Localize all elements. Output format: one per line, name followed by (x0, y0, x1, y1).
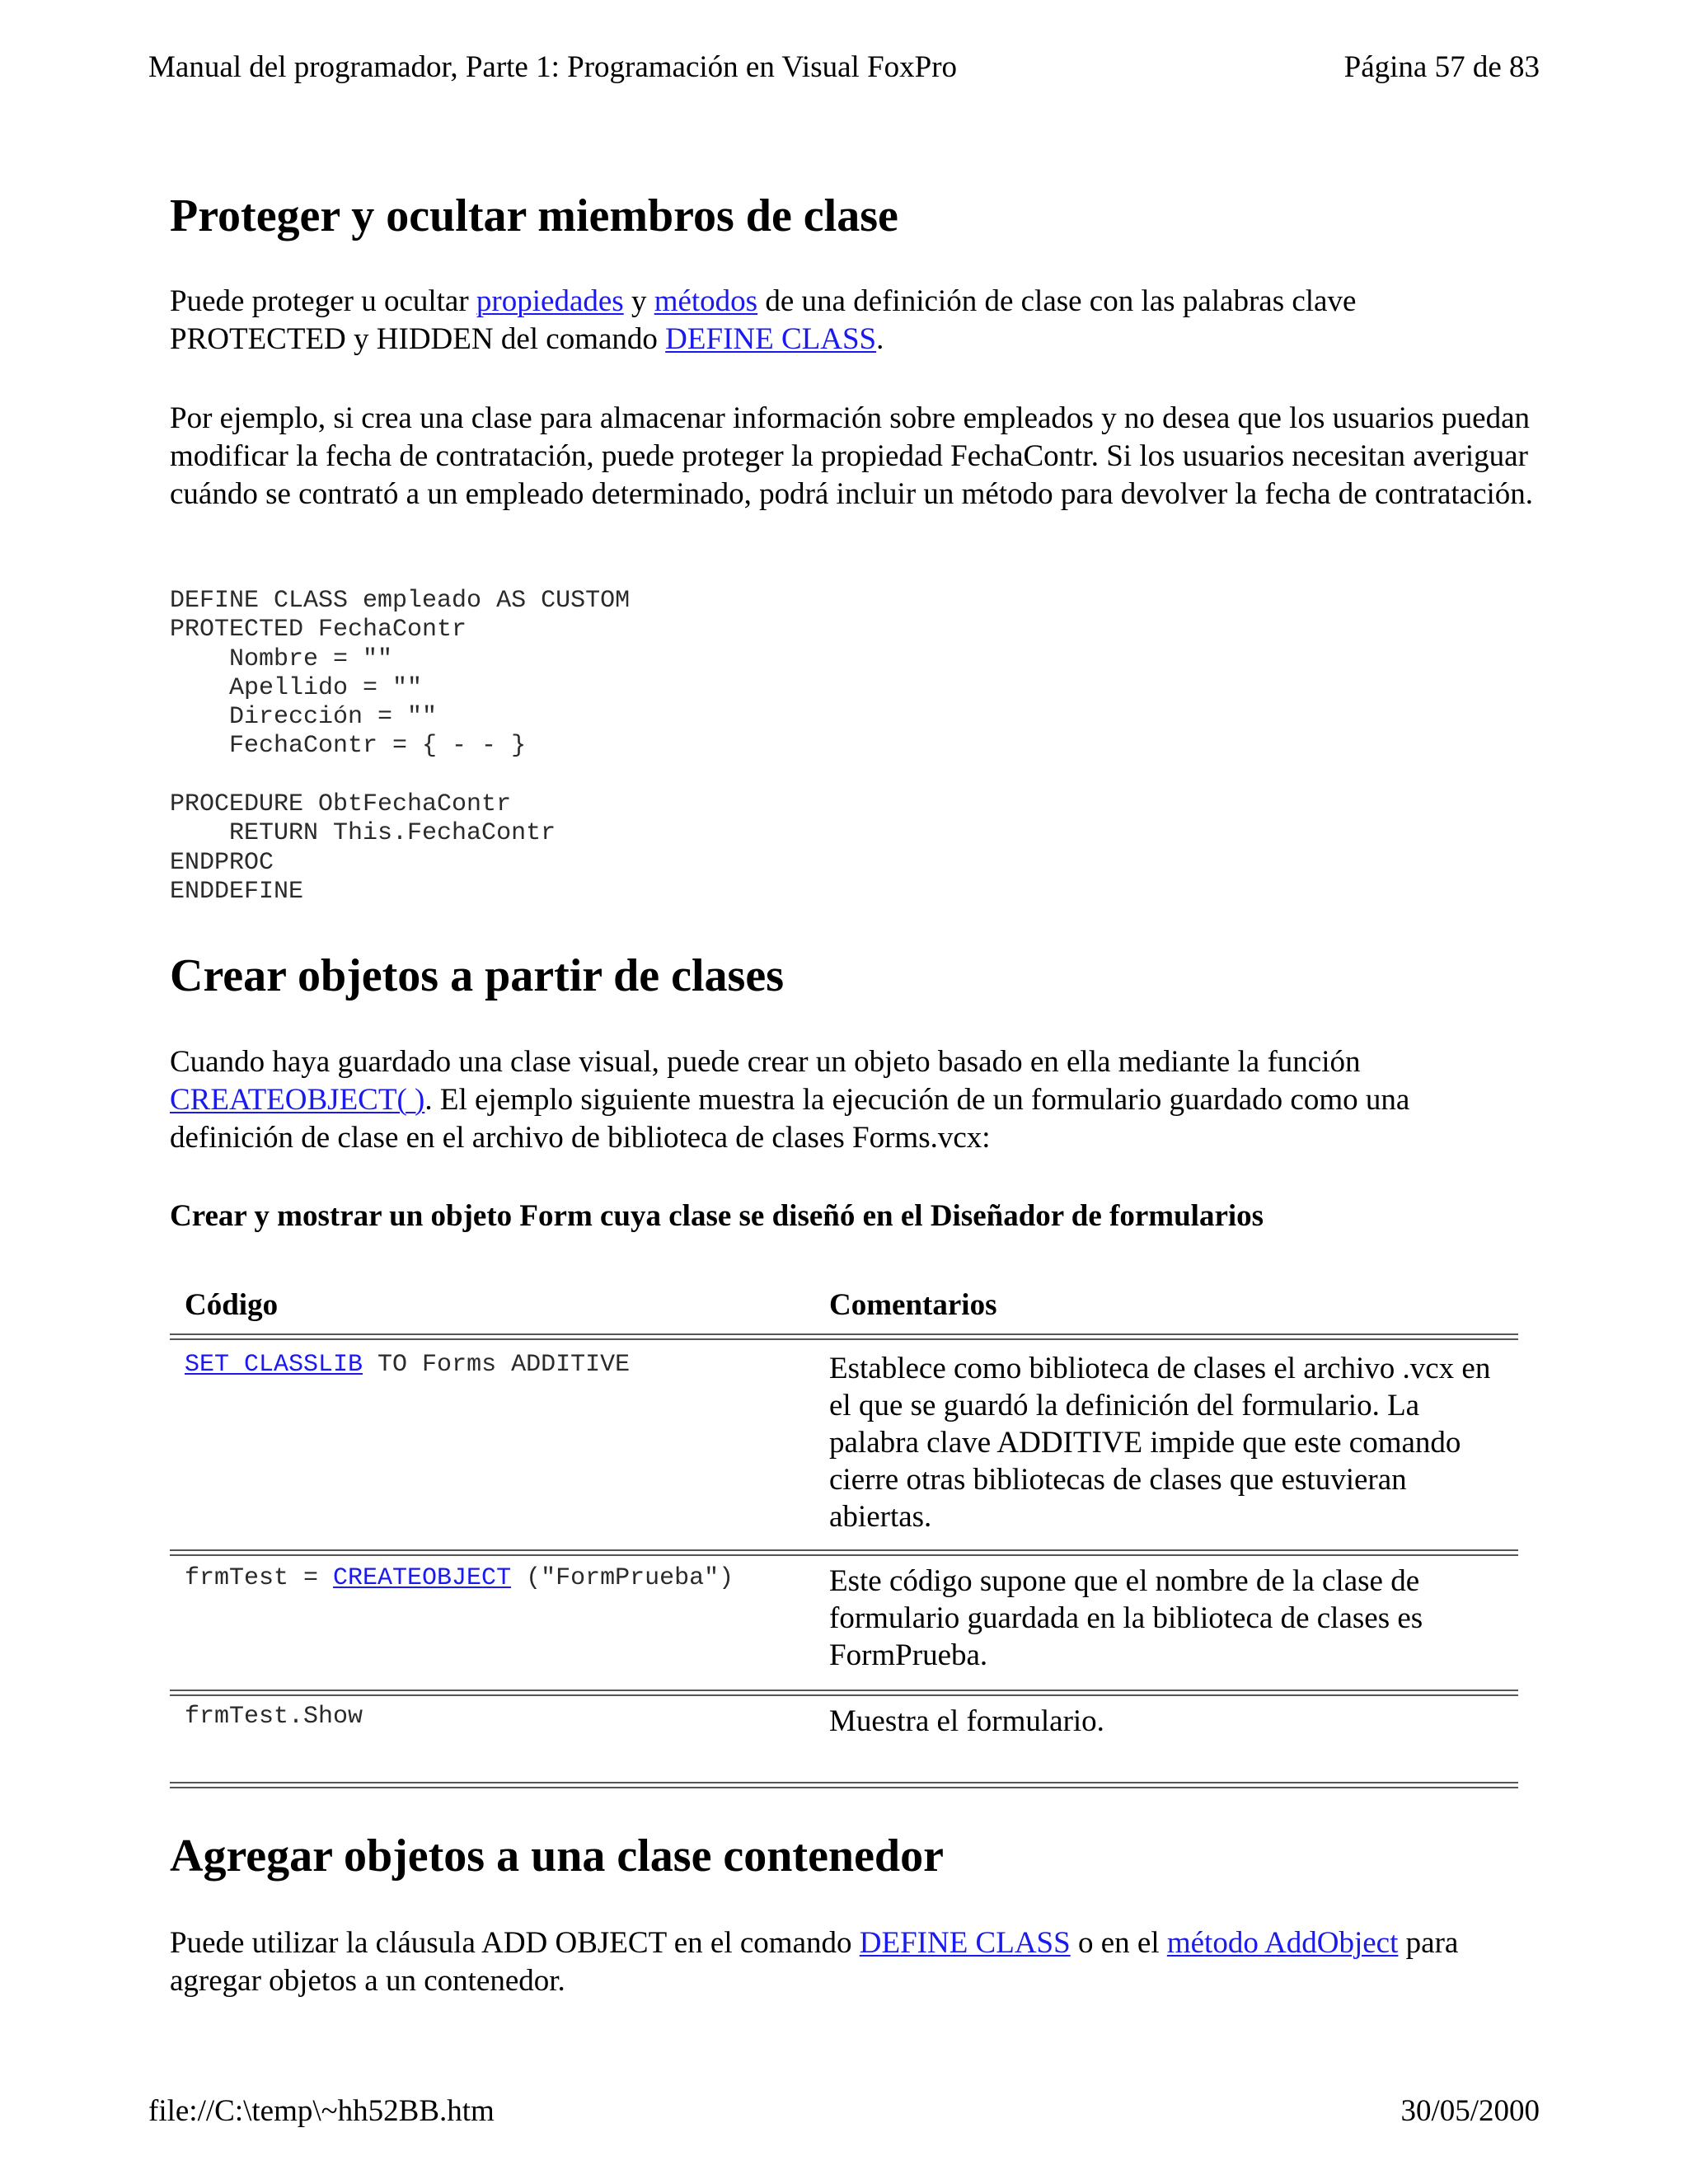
footer-date: 30/05/2000 (1400, 2094, 1540, 2128)
paragraph-proteger-ejemplo (170, 400, 1538, 513)
table-bottom-rule (170, 1782, 1518, 1788)
link-createobject-table[interactable]: CREATEOBJECT (333, 1564, 512, 1592)
text: para agregar objetos a un contenedor. (170, 1926, 1459, 1998)
column-header-comentarios: Comentarios (829, 1288, 997, 1322)
code-text: ("FormPrueba") (511, 1564, 734, 1592)
section-heading-proteger: Proteger y ocultar miembros de clase (170, 190, 898, 241)
table-row-comment: Establece como biblioteca de clases el archivo .vcx en el que se guardó la definición del formulario. La palabra clave ADDITIVE impide que este comando cierre otras bibliotecas de clases que estuvieran abiertas. (829, 1352, 1491, 1534)
column-header-codigo: Código (185, 1288, 279, 1322)
table-row-code: frmTest.Show (185, 1703, 363, 1731)
section-heading-crear-objetos: Crear objetos a partir de clases (170, 950, 784, 1001)
running-header-title: Manual del programador, Parte 1: Programación en Visual FoxPro (148, 50, 958, 84)
procedure-subheading: Crear y mostrar un objeto Form cuya clase se diseñó en el Diseñador de formularios (170, 1199, 1264, 1233)
table-row-comment: Este código supone que el nombre de la clase de formulario guardada en la biblioteca de clases es FormPrueba. (829, 1564, 1423, 1672)
text: de una definición de clase con las palabras clave PROTECTED y HIDDEN del comando (170, 284, 1357, 356)
paragraph-text: Por ejemplo, si crea una clase para almacenar información sobre empleados y no desea que los usuarios puedan modificar la fecha de contratación, puede proteger la propiedad FechaContr. Si los usuarios necesitan averiguar cuándo se contrató a un empleado determinado, podrá incluir un método para devolver la fecha de contratación. (170, 401, 1534, 511)
text: Puede utilizar la cláusula ADD OBJECT en el comando (170, 1926, 860, 1960)
link-propiedades[interactable]: propiedades (476, 284, 624, 318)
text: y (623, 284, 654, 318)
text: o en el (1070, 1926, 1167, 1960)
table-row-code (185, 1562, 734, 1595)
link-define-class[interactable]: DEFINE CLASS (665, 322, 877, 356)
footer-file-path: file://C:\temp\~hh52BB.htm (148, 2094, 495, 2128)
paragraph-agregar-intro (170, 1924, 1538, 2000)
text: . El ejemplo siguiente muestra la ejecución de un formulario guardado como una definición de clase en el archivo de biblioteca de clases Forms.vcx: (170, 1083, 1410, 1155)
link-metodos[interactable]: métodos (654, 284, 758, 318)
code-block-define-class: DEFINE CLASS empleado AS CUSTOM PROTECTED FechaContr Nombre = "" Apellido = "" Dirección = "" FechaContr = { - - } PROCEDURE ObtFechaContr RETURN This.FechaContr ENDPROC ENDDEFINE (170, 587, 631, 906)
code-comments-table (170, 1287, 1518, 1793)
link-metodo-addobject[interactable]: método AddObject (1166, 1926, 1399, 1960)
code-text: frmTest = (185, 1564, 334, 1592)
link-createobject[interactable]: CREATEOBJECT( ) (170, 1083, 425, 1117)
paragraph-crear-intro (170, 1043, 1538, 1157)
table-row-comment: Muestra el formulario. (829, 1704, 1104, 1738)
text: . (876, 322, 884, 356)
code-text: TO Forms ADDITIVE (363, 1351, 631, 1379)
header-rule (170, 1333, 1518, 1340)
table-row-code (185, 1348, 630, 1381)
page-number: Página 57 de 83 (1343, 50, 1540, 84)
link-set-classlib[interactable]: SET CLASSLIB (185, 1351, 363, 1379)
paragraph-proteger-intro (170, 283, 1538, 359)
section-heading-agregar-objetos: Agregar objetos a una clase contenedor (170, 1830, 944, 1882)
row-rule (170, 1690, 1518, 1696)
link-define-class-2[interactable]: DEFINE CLASS (859, 1926, 1071, 1960)
text: Cuando haya guardado una clase visual, puede crear un objeto basado en ella mediante la función (170, 1045, 1361, 1079)
text: Puede proteger u ocultar (170, 284, 476, 318)
row-rule (170, 1549, 1518, 1556)
